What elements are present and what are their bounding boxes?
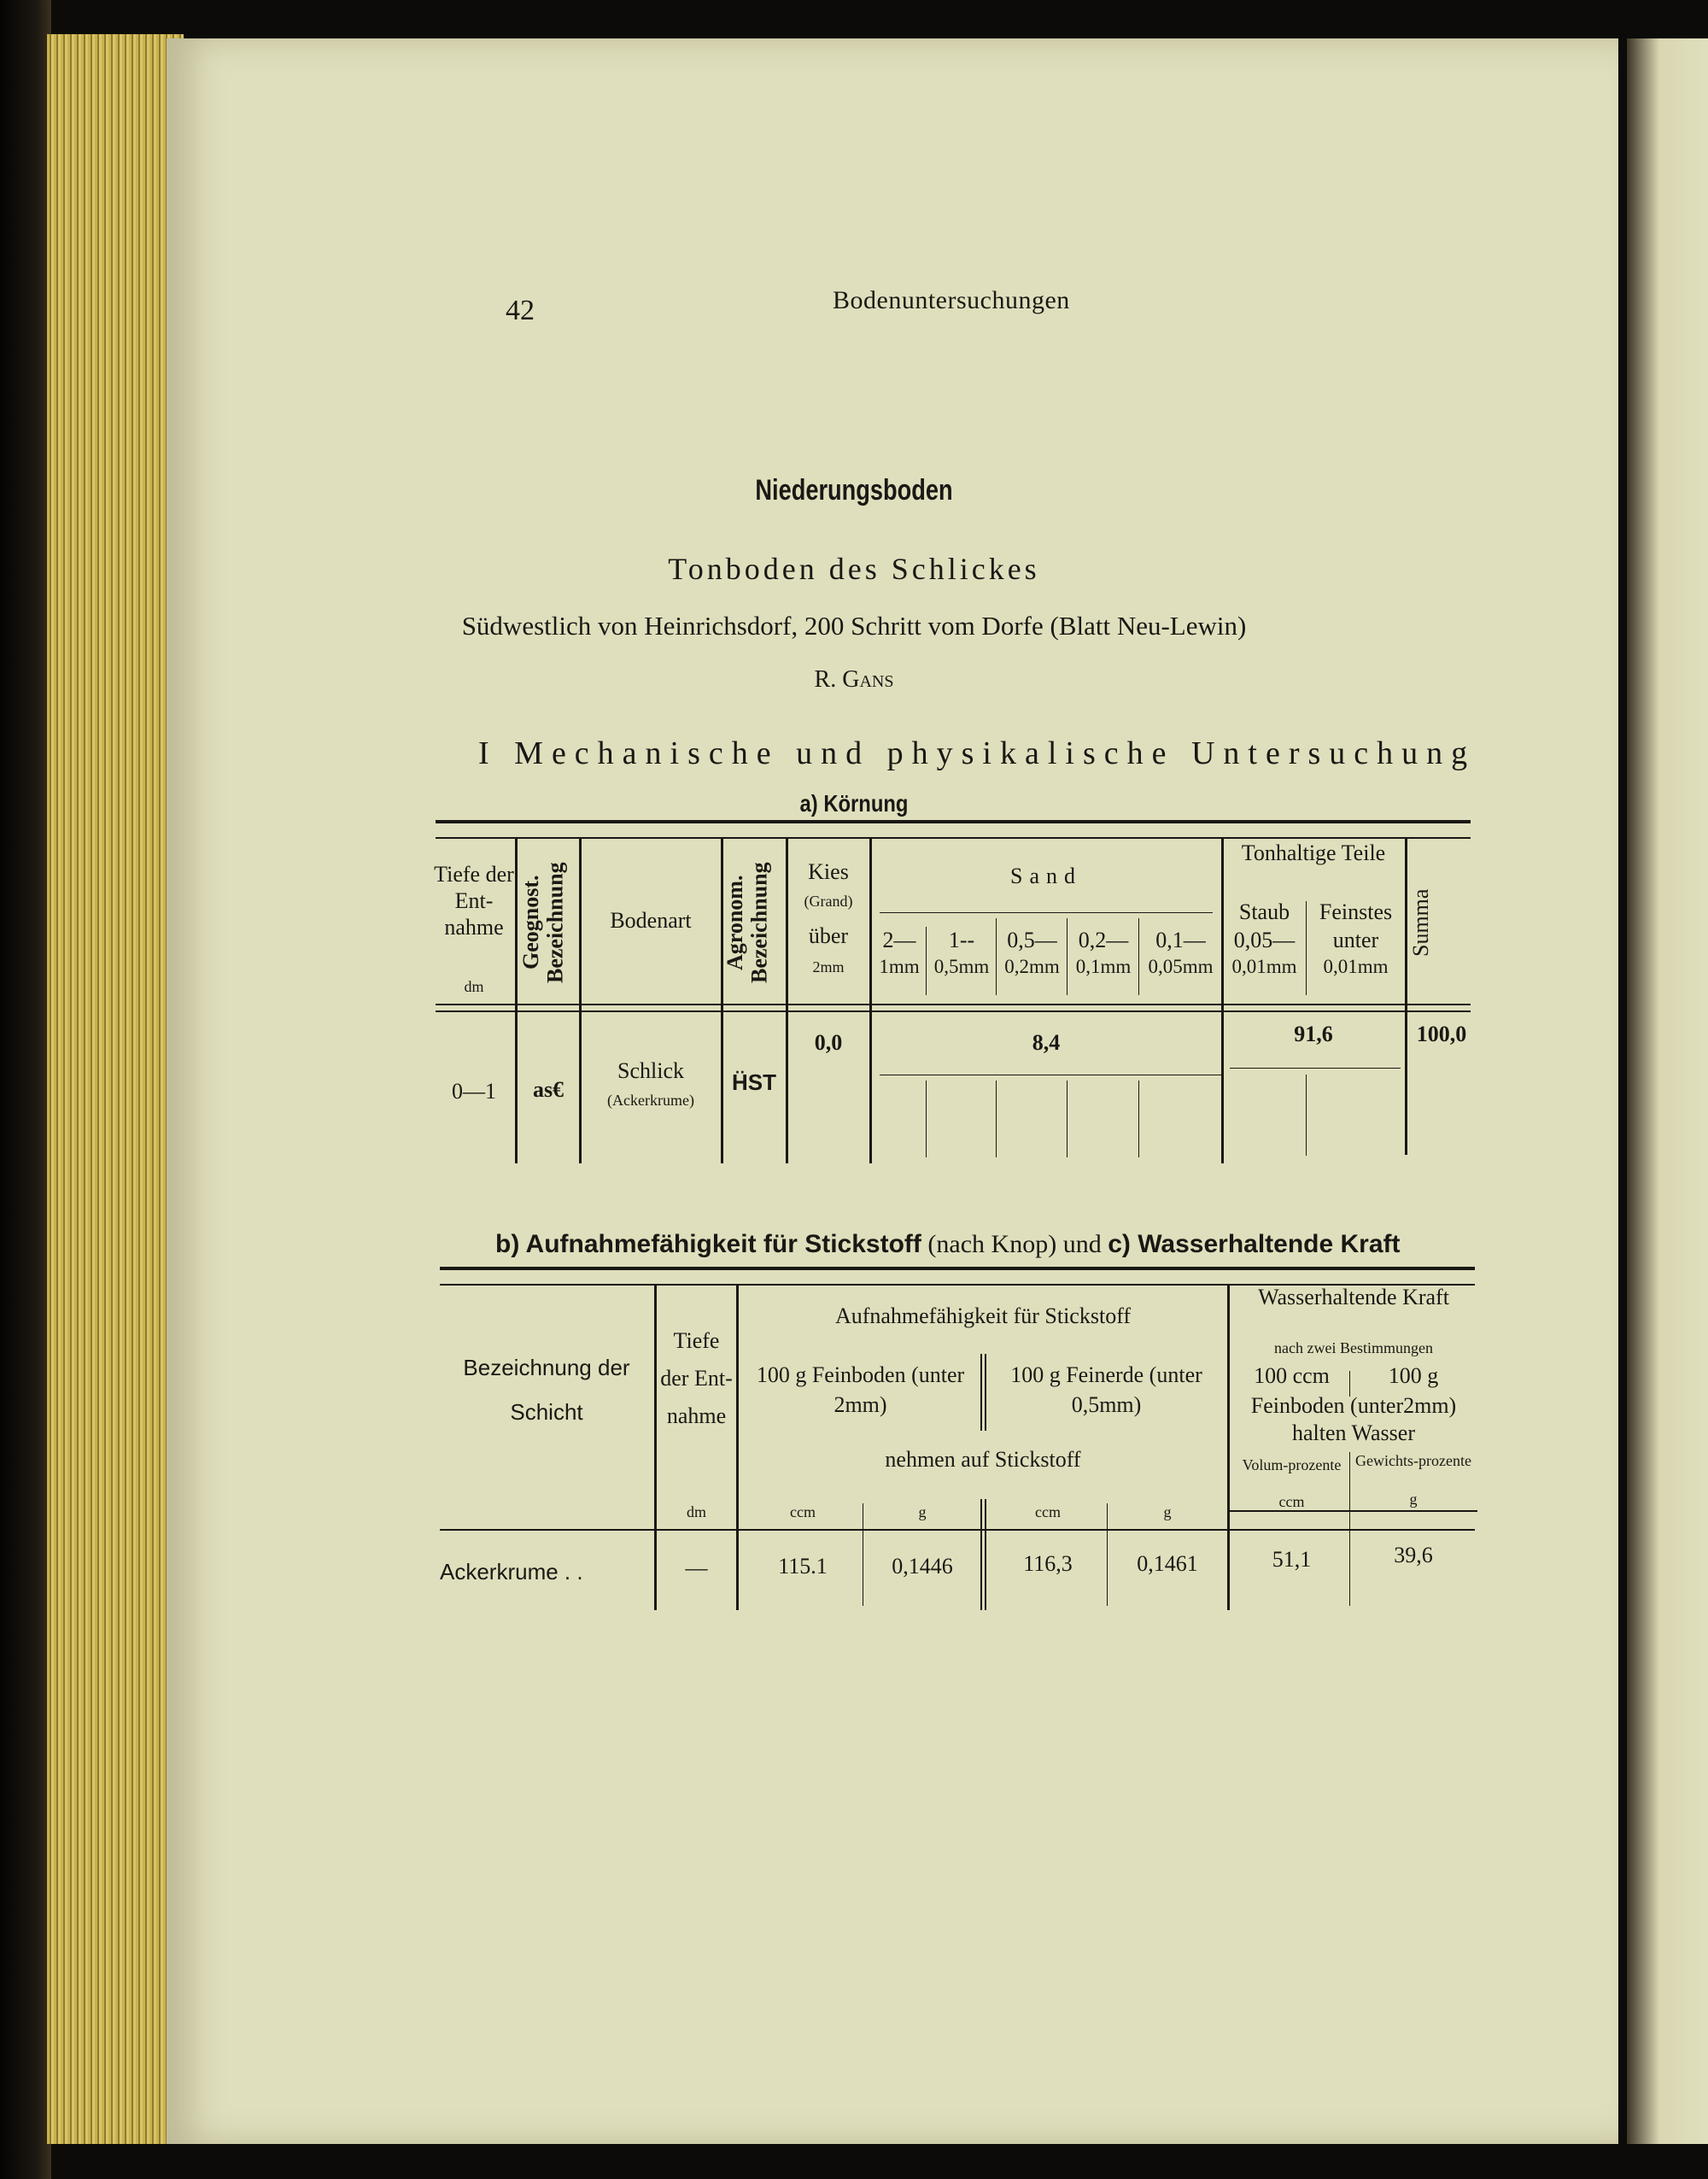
header-nach: nach zwei Bestimmungen — [1274, 1339, 1433, 1356]
header-ton-col-top: unter — [1332, 928, 1379, 952]
header-agronom: Agronom. Bezeichnung — [722, 862, 772, 983]
page-number: 42 — [506, 295, 535, 326]
header-ton-col-head: Staub — [1238, 899, 1290, 924]
facing-page-edge — [1627, 38, 1708, 2144]
header-unit: ccm — [1035, 1503, 1061, 1520]
rule — [980, 1354, 982, 1431]
header-feinboden: 100 g Feinboden (unter 2mm) — [756, 1362, 965, 1418]
author: R. Gans — [814, 666, 894, 693]
rule — [1306, 901, 1307, 995]
rule — [1067, 1081, 1068, 1157]
cell-kies: 0,0 — [814, 1030, 843, 1055]
header-bezeichnung: Bezeichnung der Schicht — [463, 1355, 630, 1425]
header-ton-col-bot: 0,01mm — [1231, 956, 1297, 977]
rule — [786, 839, 788, 1163]
header-unit: g — [918, 1503, 927, 1520]
header-sand-col-bot: 0,5mm — [933, 956, 990, 977]
header-sand-col-top: 0,1— — [1155, 928, 1206, 952]
rule — [926, 1081, 927, 1157]
soil-title: Tonboden des Schlickes — [668, 552, 1040, 586]
cell-agronom: ḦST — [732, 1069, 776, 1095]
section-title: Niederungsboden — [755, 474, 953, 507]
header-gew-unit: g — [1409, 1491, 1418, 1508]
page-edges — [47, 34, 184, 2144]
header-kies-mm: 2mm — [812, 958, 845, 975]
rule — [880, 912, 1213, 913]
header-100ccm: 100 ccm — [1254, 1363, 1330, 1388]
header-sand-col-bot: 0,05mm — [1148, 956, 1214, 977]
header-ton-col-head: Feinstes — [1319, 899, 1393, 924]
rule — [436, 837, 1471, 839]
header-kies: Kies — [808, 859, 849, 884]
cell-v3: 116,3 — [1023, 1551, 1073, 1576]
rule — [985, 1354, 986, 1431]
header-sand-col-bot: 0,2mm — [1004, 956, 1060, 977]
rule — [436, 1004, 1471, 1005]
header-nehmen: nehmen auf Stickstoff — [885, 1447, 1081, 1472]
header-volum-unit: ccm — [1278, 1493, 1305, 1510]
subheading-mid: (nach Knop) und — [927, 1230, 1102, 1258]
header-ton-col-bot: 0,01mm — [1323, 956, 1389, 977]
book-page — [167, 38, 1618, 2144]
cell-bodenart-sub: (Ackerkrume) — [607, 1092, 694, 1109]
cell-w1: 51,1 — [1272, 1547, 1312, 1572]
header-tiefe2: Tiefe der Ent-nahme — [660, 1328, 733, 1429]
header-ton-col-top: 0,05— — [1233, 928, 1296, 952]
cell-v4: 0,1461 — [1137, 1551, 1198, 1576]
rule — [1405, 839, 1407, 1155]
rule — [1138, 1081, 1139, 1157]
cell-v1: 115.1 — [778, 1554, 828, 1579]
cell-geognost: as€ — [532, 1077, 564, 1102]
header-sand-col-top: 1-- — [948, 928, 975, 952]
header-volum: Volum-prozente — [1242, 1456, 1342, 1473]
cell-tiefe: 0—1 — [452, 1079, 496, 1104]
running-header: Bodenuntersuchungen — [833, 286, 1070, 314]
header-summa: Summa — [1408, 888, 1433, 957]
subheading-b: b) Aufnahmefähigkeit für Stickstoff — [495, 1230, 921, 1258]
rule — [1107, 1503, 1108, 1606]
rule — [980, 1499, 982, 1610]
cell-bezeichnung: Ackerkrume . . — [440, 1559, 583, 1584]
header-halten: halten Wasser — [1292, 1420, 1415, 1445]
cell-sand: 8,4 — [1032, 1030, 1061, 1055]
subheading-bc — [495, 1230, 1401, 1259]
header-tiefe: Tiefe der Ent-nahme — [434, 862, 514, 940]
cell-tiefe2: — — [685, 1555, 708, 1580]
rule — [996, 1081, 997, 1157]
rule — [985, 1499, 986, 1610]
header-sand-col-bot: 0,1mm — [1075, 956, 1132, 977]
header-unit: ccm — [790, 1503, 816, 1520]
cell-w2: 39,6 — [1394, 1543, 1433, 1567]
rule — [436, 820, 1471, 823]
rule — [1349, 1452, 1350, 1606]
header-100g: 100 g — [1388, 1363, 1439, 1388]
location-line: Südwestlich von Heinrichsdorf, 200 Schritt vom Dorfe (Blatt Neu-Lewin) — [461, 611, 1247, 641]
rule — [1067, 918, 1068, 995]
header-gew: Gewichts-prozente — [1355, 1452, 1471, 1469]
header-sand-col-top: 2— — [882, 928, 916, 952]
part-heading: I Mechanische und physikalische Untersuchung — [478, 735, 1477, 771]
header-ton: Tonhaltige Teile — [1241, 841, 1386, 865]
header-sand-col-bot: 1mm — [879, 956, 920, 977]
subheading-c: c) Wasserhaltende Kraft — [1108, 1230, 1401, 1258]
header-kies-grand: (Grand) — [804, 893, 853, 910]
header-aufnahme: Aufnahmefähigkeit für Stickstoff — [834, 1303, 1132, 1328]
header-tiefe2-unit: dm — [686, 1503, 706, 1520]
cell-bodenart: Schlick — [617, 1058, 684, 1083]
rule — [1138, 918, 1139, 995]
header-wasser: Wasserhaltende Kraft — [1258, 1285, 1449, 1309]
rule — [996, 918, 997, 995]
header-sand: Sand — [1010, 864, 1082, 888]
rule — [1230, 1068, 1401, 1069]
book-spine — [0, 0, 51, 2179]
header-feinboden2: Feinboden (unter2mm) — [1250, 1393, 1457, 1418]
header-sand-col-top: 0,2— — [1078, 928, 1129, 952]
cell-ton: 91,6 — [1294, 1022, 1333, 1046]
rule — [1221, 839, 1224, 1163]
rule — [440, 1267, 1475, 1270]
rule — [440, 1529, 1475, 1531]
header-tiefe-unit: dm — [464, 978, 484, 995]
header-unit: g — [1163, 1503, 1172, 1520]
subheading-a: a) Körnung — [799, 790, 909, 817]
rule — [926, 927, 927, 995]
header-kies-ueber: über — [808, 923, 849, 948]
header-bodenart: Bodenart — [610, 908, 692, 933]
rule — [436, 1010, 1471, 1012]
header-feinerde: 100 g Feinerde (unter 0,5mm) — [1010, 1362, 1202, 1418]
cell-v2: 0,1446 — [892, 1554, 953, 1579]
rule — [579, 839, 582, 1163]
header-sand-col-top: 0,5— — [1007, 928, 1057, 952]
rule — [1306, 1075, 1307, 1156]
header-geognost: Geognost. Bezeichnung — [518, 862, 568, 983]
cell-summa: 100,0 — [1416, 1022, 1467, 1046]
rule — [1227, 1286, 1230, 1610]
